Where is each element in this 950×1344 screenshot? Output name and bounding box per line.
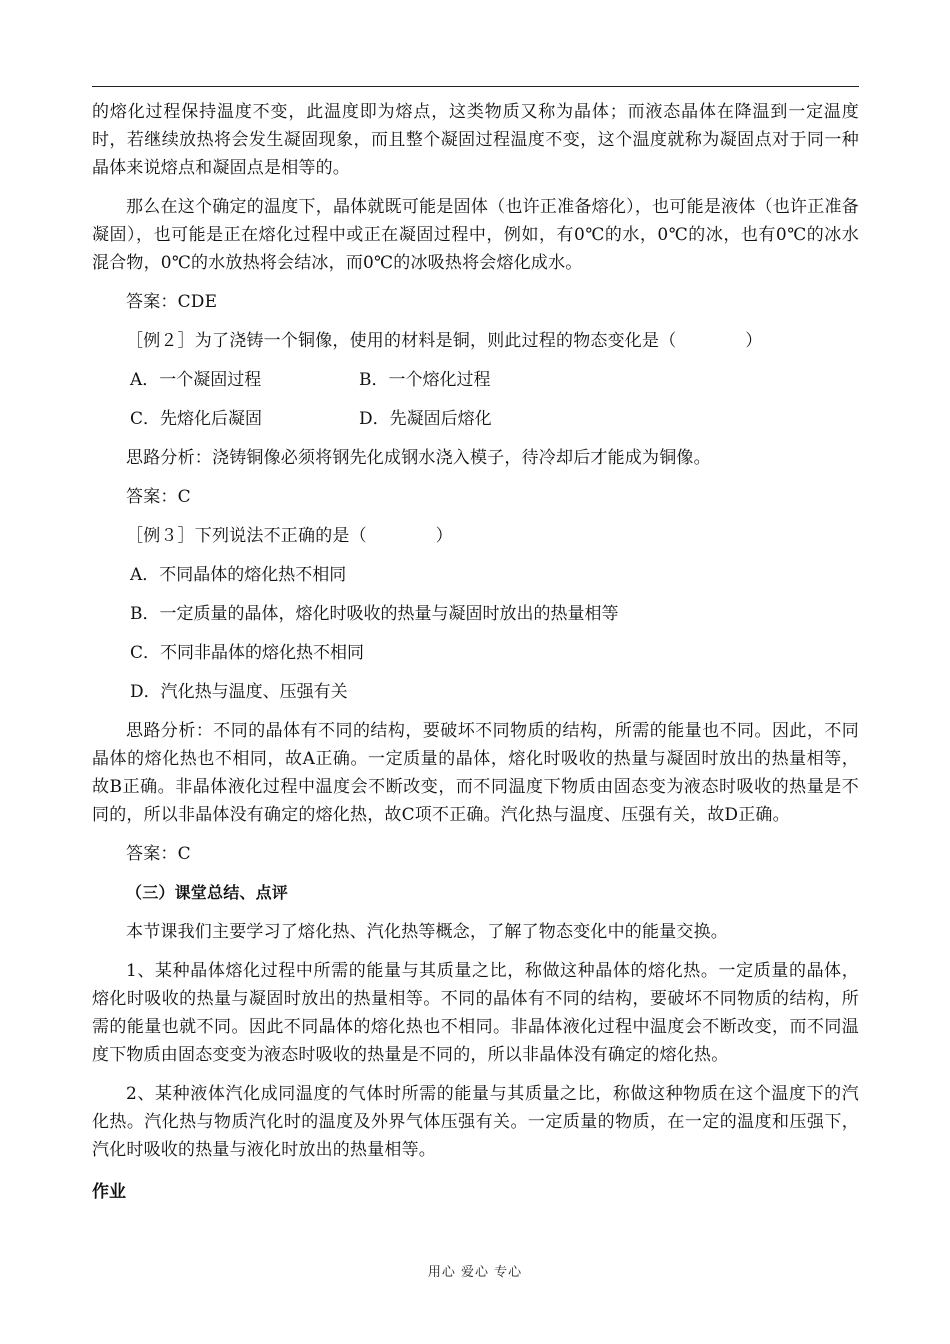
paragraph-fixed-temperature: 那么在这个确定的温度下，晶体就既可能是固体（也许正准备熔化），也可能是液体（也许正准备凝固），也可能是正在熔化过程中或正在凝固过程中，例如，有0℃的水，0℃的冰，也有0℃的冰水混合物，0℃的水放热将会结冰，而0℃的冰吸热将会熔化成水。 — [92, 197, 859, 273]
example-2-analysis: 思路分析：浇铸铜像必须将钢先化成钢水浇入模子，待冷却后才能成为铜像。 — [126, 448, 711, 468]
page-footer: 用心 爱心 专心 — [427, 1265, 523, 1280]
example-2-options-row-1 — [92, 366, 859, 394]
example-3-option-c: C．不同非晶体的熔化热不相同 — [130, 643, 365, 663]
example-2-question: ［例２］为了浇铸一个铜像，使用的材料是铜，则此过程的物态变化是（ ） — [126, 331, 763, 351]
paragraph-crystal-melting: 的熔化过程保持温度不变，此温度即为熔点，这类物质又称为晶体；而液态晶体在降温到一定温度时，若继续放热将会发生凝固现象，而且整个凝固过程温度不变，这个温度就称为凝固点对于同一种晶体来说熔点和凝固点是相等的。 — [92, 102, 859, 178]
summary-point-1: 1、某种晶体熔化过程中所需的能量与其质量之比，称做这种晶体的熔化热。一定质量的晶体，熔化时吸收的热量与凝固时放出的热量相等。不同的晶体有不同的结构，要破坏不同物质的结构，所需的能量也就不同。因此不同晶体的熔化热也不相同。非晶体液化过程中温度会不断改变，而不同温度下物质由固态变变为液态时吸收的热量是不同的，所以非晶体没有确定的熔化热。 — [92, 961, 859, 1065]
answer-example-2: 答案：C — [126, 487, 191, 507]
header-rule — [92, 86, 859, 87]
example-2-options-row-2 — [92, 405, 859, 433]
example-3-question: ［例３］下列说法不正确的是（ ） — [126, 526, 453, 546]
section-3-heading: （三）课堂总结、点评 — [126, 883, 289, 902]
answer-example-1: 答案：CDE — [126, 292, 218, 312]
example-3-option-b: B．一定质量的晶体，熔化时吸收的热量与凝固时放出的热量相等 — [130, 604, 619, 624]
example-3-analysis: 思路分析：不同的晶体有不同的结构，要破坏不同物质的结构，所需的能量也不同。因此，不同晶体的熔化热也不相同，故A正确。一定质量的晶体，熔化时吸收的热量与凝固时放出的热量相等，故B正确。非晶体液化过程中温度会不断改变，而不同温度下物质由固态变为液态时吸收的热量是不同的，所以非晶体没有确定的熔化热，故C项不正确。汽化热与温度、压强有关，故D正确。 — [92, 721, 859, 825]
example-3-option-d: D．汽化热与温度、压强有关 — [130, 682, 348, 702]
example-2-option-a: A．一个凝固过程 — [130, 370, 262, 390]
document-body — [92, 98, 859, 1217]
answer-example-3: 答案：C — [126, 844, 191, 864]
example-2-option-c: C．先熔化后凝固 — [130, 409, 263, 429]
example-2-option-d: D．先凝固后熔化 — [359, 409, 492, 429]
summary-point-2: 2、某种液体汽化成同温度的气体时所需的能量与其质量之比，称做这种物质在这个温度下的汽化热。汽化热与物质汽化时的温度及外界气体压强有关。一定质量的物质，在一定的温度和压强下，汽化时吸收的热量与液化时放出的热量相等。 — [92, 1084, 859, 1160]
example-3-option-a: A．不同晶体的熔化热不相同 — [130, 565, 347, 585]
example-2-option-b: B．一个熔化过程 — [359, 370, 491, 390]
homework-heading: 作业 — [92, 1182, 126, 1202]
summary-intro: 本节课我们主要学习了熔化热、汽化热等概念，了解了物态变化中的能量交换。 — [126, 922, 728, 942]
